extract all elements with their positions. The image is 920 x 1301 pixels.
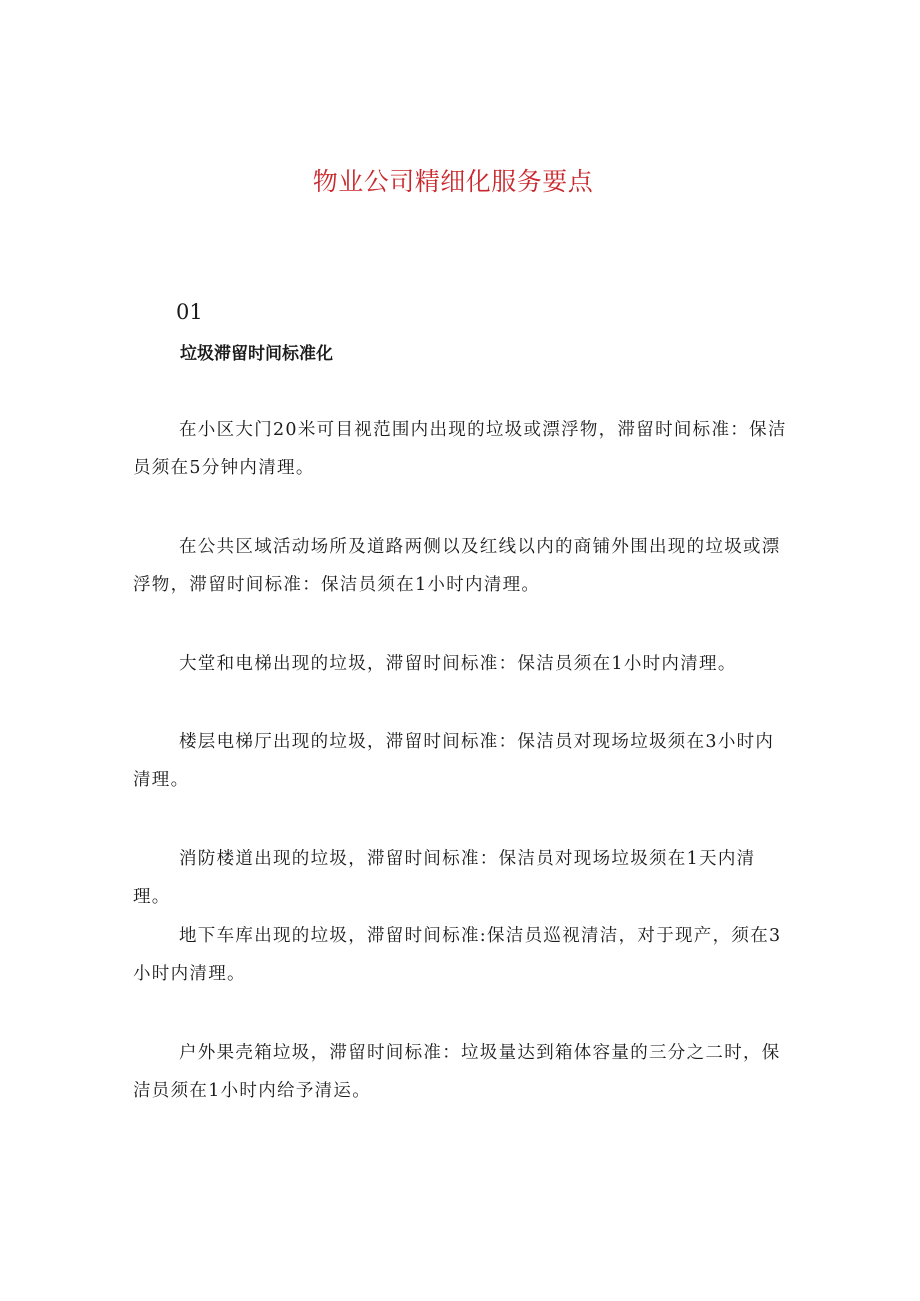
paragraph-underground-garage: 地下车库出现的垃圾，滞留时间标准:保洁员巡视清洁，对于现产，须在3小时内清理。 <box>133 926 782 984</box>
document-title: 物业公司精细化服务要点 <box>312 167 594 196</box>
paragraph-public-area: 在公共区域活动场所及道路两侧以及红线以内的商铺外围出现的垃圾或漂浮物，滞留时间标准：保洁员须在1小时内清理。 <box>133 537 781 595</box>
paragraph-main-gate: 在小区大门20米可目视范围内出现的垃圾或漂浮物，滞留时间标准：保洁员须在5分钟内清理。 <box>133 420 787 478</box>
section-number: 01 <box>176 300 203 324</box>
paragraph-lobby-elevator: 大堂和电梯出现的垃圾，滞留时间标准：保洁员须在1小时内清理。 <box>179 654 737 674</box>
section-heading: 垃圾滞留时间标准化 <box>180 344 333 364</box>
paragraph-floor-elevator-hall: 楼层电梯厅出现的垃圾，滞留时间标准：保洁员对现场垃圾须在3小时内清理。 <box>133 732 775 790</box>
paragraph-fire-stairway: 消防楼道出现的垃圾，滞留时间标准：保洁员对现场垃圾须在1天内清理。 <box>133 849 756 907</box>
paragraph-outdoor-bins: 户外果壳箱垃圾，滞留时间标准：垃圾量达到箱体容量的三分之二时，保洁员须在1小时内给予清运。 <box>133 1043 781 1101</box>
